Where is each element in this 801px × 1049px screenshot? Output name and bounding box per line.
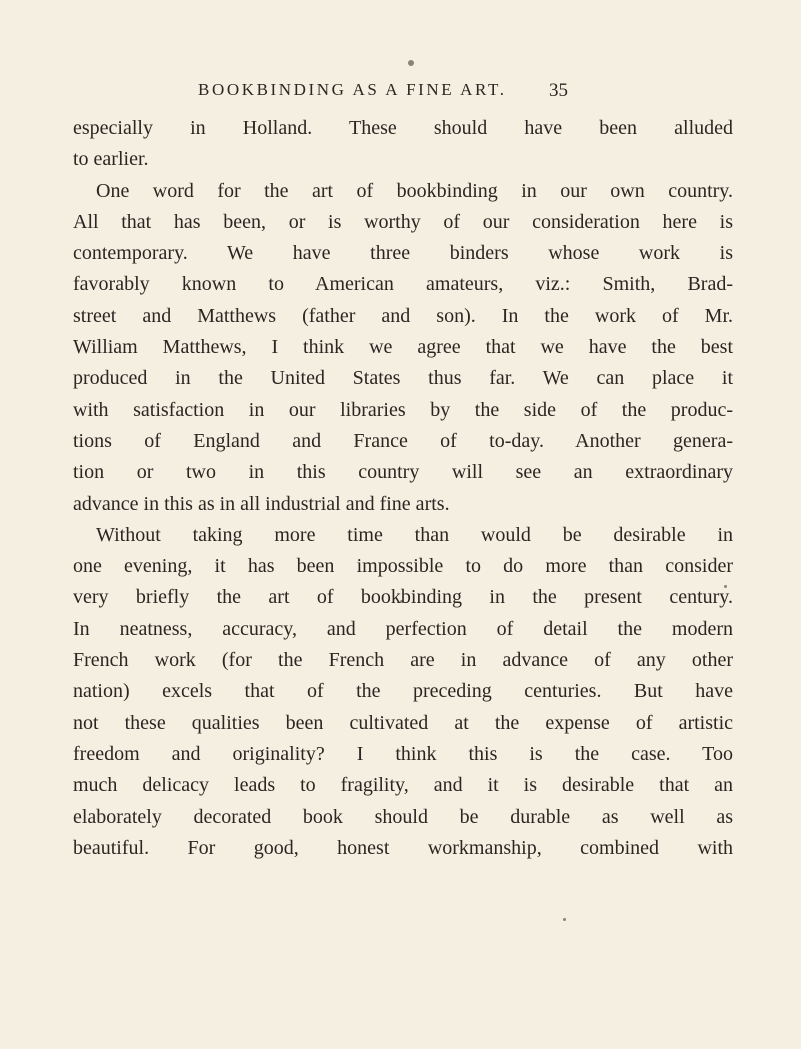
text-line: freedom and originality? I think this is the case. Too — [73, 742, 733, 765]
text-line: All that has been, or is worthy of our consideration here is — [73, 210, 733, 233]
paper-speck — [563, 918, 566, 921]
text-line: One word for the art of bookbinding in our own country. — [96, 179, 733, 202]
text-line: to earlier. — [73, 148, 149, 171]
body-text — [73, 113, 733, 864]
running-title: BOOKBINDING AS A FINE ART. — [198, 80, 507, 99]
text-line: tions of England and France of to-day. Another genera- — [73, 429, 733, 452]
text-line: contemporary. We have three binders whose work is — [73, 242, 733, 265]
text-line: especially in Holland. These should have been alluded — [73, 117, 733, 139]
text-line: street and Matthews (father and son). In the work of Mr. — [73, 304, 733, 327]
text-line: very briefly the art of bookbinding in the present century. — [73, 586, 733, 609]
text-line: produced in the United States thus far. We can place it — [73, 367, 733, 390]
text-line: French work (for the French are in advance of any other — [73, 649, 733, 672]
text-line: tion or two in this country will see an extraordinary — [73, 461, 733, 484]
text-line: not these qualities been cultivated at the expense of artistic — [73, 711, 733, 734]
text-line: elaborately decorated book should be durable as well as — [73, 805, 733, 828]
paper-speck — [408, 60, 414, 66]
text-line: Without taking more time than would be desirable in — [96, 523, 733, 546]
text-line: much delicacy leads to fragility, and it is desirable that an — [73, 774, 733, 797]
text-line: beautiful. For good, honest workmanship, combined with — [73, 836, 733, 859]
running-head — [198, 80, 568, 104]
text-line: William Matthews, I think we agree that we have the best — [73, 336, 733, 359]
text-line: one evening, it has been impossible to do more than consider — [73, 555, 733, 578]
text-line: nation) excels that of the preceding centuries. But have — [73, 680, 733, 703]
page-number: 35 — [549, 80, 568, 101]
text-line: favorably known to American amateurs, viz.: Smith, Brad- — [73, 273, 733, 296]
text-line: with satisfaction in our libraries by the side of the produc- — [73, 398, 733, 421]
text-line: In neatness, accuracy, and perfection of detail the modern — [73, 617, 733, 640]
text-line: advance in this as in all industrial and fine arts. — [73, 492, 450, 515]
